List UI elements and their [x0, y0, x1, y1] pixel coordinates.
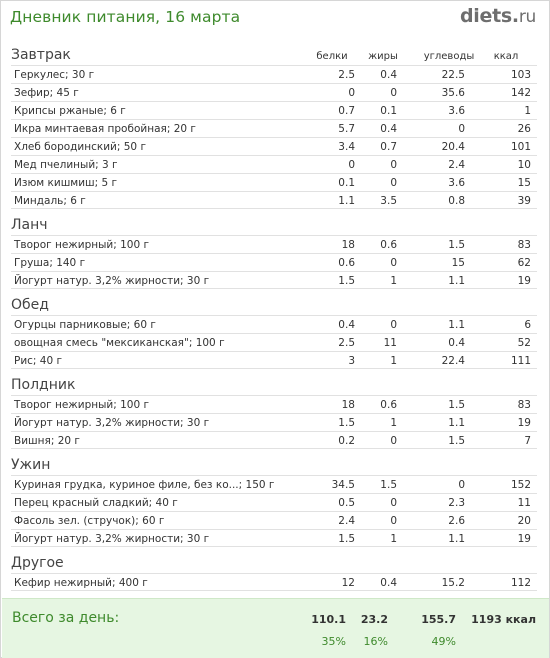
cell-kcal: 52 — [517, 337, 531, 349]
cell-protein: 12 — [341, 577, 355, 589]
cell-name: Творог нежирный; 100 г — [14, 399, 149, 411]
cell-fat: 3.5 — [380, 195, 397, 207]
cell-name: Вишня; 20 г — [14, 435, 80, 447]
cell-protein: 0.7 — [338, 105, 355, 117]
section-title: Ужин — [11, 457, 51, 473]
cell-kcal: 39 — [517, 195, 531, 207]
cell-name: Зефир; 45 г — [14, 87, 79, 99]
cell-fat: 0 — [390, 497, 397, 509]
col-head-kcal: ккал — [493, 51, 519, 62]
diary-table — [1, 45, 549, 597]
cell-carbs: 1.1 — [448, 275, 465, 287]
section-title: Обед — [11, 297, 49, 313]
cell-protein: 1.5 — [338, 533, 355, 545]
cell-fat: 1 — [390, 533, 397, 545]
cell-protein: 0 — [348, 159, 355, 171]
cell-fat: 1 — [390, 417, 397, 429]
cell-kcal: 19 — [517, 417, 531, 429]
table-row[interactable] — [11, 83, 537, 101]
total-fat: 23.2 — [360, 613, 388, 626]
cell-name: Рис; 40 г — [14, 355, 63, 367]
cell-protein: 0.5 — [338, 497, 355, 509]
section-title: Завтрак — [11, 47, 71, 63]
cell-kcal: 103 — [510, 69, 531, 81]
cell-carbs: 35.6 — [441, 87, 465, 99]
cell-kcal: 1 — [524, 105, 531, 117]
cell-carbs: 1.1 — [448, 533, 465, 545]
logo-tld: ru — [518, 7, 536, 27]
table-row[interactable] — [11, 271, 537, 289]
cell-kcal: 19 — [517, 533, 531, 545]
cell-name: Творог нежирный; 100 г — [14, 239, 149, 251]
cell-carbs: 2.6 — [448, 515, 465, 527]
table-row[interactable] — [11, 573, 537, 591]
totals-label: Всего за день: — [12, 610, 120, 626]
cell-kcal: 83 — [517, 399, 531, 411]
cell-name: Груша; 140 г — [14, 257, 86, 269]
section-title: Другое — [11, 555, 64, 571]
cell-name: Йогурт натур. 3,2% жирности; 30 г — [14, 275, 210, 287]
site-logo[interactable] — [460, 5, 536, 27]
section-rows — [1, 475, 549, 547]
cell-fat: 0.7 — [380, 141, 397, 153]
cell-carbs: 0 — [458, 123, 465, 135]
section-title: Полдник — [11, 377, 76, 393]
cell-fat: 0.4 — [380, 69, 397, 81]
cell-carbs: 2.3 — [448, 497, 465, 509]
cell-fat: 11 — [383, 337, 397, 349]
table-row[interactable] — [11, 333, 537, 351]
cell-name: Хлеб бородинский; 50 г — [14, 141, 146, 153]
cell-kcal: 19 — [517, 275, 531, 287]
fat-percent: 16% — [363, 635, 388, 648]
cell-fat: 0 — [390, 319, 397, 331]
cell-fat: 0 — [390, 87, 397, 99]
cell-name: Куриная грудка, куриное филе, без ко...; 150 г — [14, 479, 275, 491]
cell-name: Мед пчелиный; 3 г — [14, 159, 118, 171]
cell-kcal: 111 — [510, 355, 531, 367]
col-head-carbs: углеводы — [423, 51, 475, 62]
cell-name: Кефир нежирный; 400 г — [14, 577, 148, 589]
cell-kcal: 152 — [510, 479, 531, 491]
cell-name: Перец красный сладкий; 40 г — [14, 497, 178, 509]
cell-carbs: 1.5 — [448, 435, 465, 447]
cell-kcal: 83 — [517, 239, 531, 251]
cell-fat: 0.4 — [380, 577, 397, 589]
cell-kcal: 101 — [510, 141, 531, 153]
cell-kcal: 15 — [517, 177, 531, 189]
cell-name: овощная смесь "мексиканская"; 100 г — [14, 337, 225, 349]
cell-carbs: 1.1 — [448, 319, 465, 331]
protein-percent: 35% — [321, 635, 346, 648]
section-rows — [1, 235, 549, 289]
table-row[interactable] — [11, 351, 537, 369]
cell-fat: 0.6 — [380, 239, 397, 251]
cell-carbs: 3.6 — [448, 177, 465, 189]
cell-kcal: 20 — [517, 515, 531, 527]
cell-protein: 0.4 — [338, 319, 355, 331]
cell-protein: 2.4 — [338, 515, 355, 527]
cell-fat: 0 — [390, 435, 397, 447]
cell-fat: 0 — [390, 257, 397, 269]
col-head-fat: жиры — [368, 51, 398, 62]
header — [1, 1, 549, 35]
table-row[interactable] — [11, 395, 537, 413]
cell-carbs: 2.4 — [448, 159, 465, 171]
cell-name: Крипсы ржаные; 6 г — [14, 105, 126, 117]
table-row[interactable] — [11, 191, 537, 209]
cell-name: Йогурт натур. 3,2% жирности; 30 г — [14, 417, 210, 429]
cell-protein: 2.5 — [338, 337, 355, 349]
table-row[interactable] — [11, 253, 537, 271]
table-row[interactable] — [11, 155, 537, 173]
cell-name: Геркулес; 30 г — [14, 69, 95, 81]
cell-kcal: 62 — [517, 257, 531, 269]
total-kcal: 1193 ккал — [471, 613, 536, 626]
section-rows — [1, 315, 549, 369]
cell-carbs: 1.5 — [448, 239, 465, 251]
cell-carbs: 0.8 — [448, 195, 465, 207]
table-row[interactable] — [11, 65, 537, 83]
section-header — [1, 215, 549, 235]
cell-fat: 0 — [390, 159, 397, 171]
cell-protein: 1.5 — [338, 417, 355, 429]
cell-name: Огурцы парниковые; 60 г — [14, 319, 156, 331]
table-row[interactable] — [11, 173, 537, 191]
cell-name: Йогурт натур. 3,2% жирности; 30 г — [14, 533, 210, 545]
cell-fat: 1 — [390, 275, 397, 287]
cell-protein: 1.1 — [338, 195, 355, 207]
cell-carbs: 1.1 — [448, 417, 465, 429]
table-row[interactable] — [11, 413, 537, 431]
cell-protein: 34.5 — [331, 479, 355, 491]
section-header — [1, 553, 549, 573]
table-row[interactable] — [11, 529, 537, 547]
page-title: Дневник питания, 16 марта — [10, 8, 241, 26]
section-rows — [1, 573, 549, 591]
cell-carbs: 0 — [458, 479, 465, 491]
col-head-protein: белки — [316, 51, 348, 62]
cell-carbs: 22.4 — [441, 355, 465, 367]
cell-kcal: 10 — [517, 159, 531, 171]
table-row[interactable] — [11, 511, 537, 529]
table-row[interactable] — [11, 101, 537, 119]
section-rows — [1, 395, 549, 449]
cell-protein: 0.6 — [338, 257, 355, 269]
section-rows — [1, 65, 549, 209]
section-header — [1, 45, 549, 65]
table-row[interactable] — [11, 493, 537, 511]
cell-fat: 1.5 — [380, 479, 397, 491]
cell-fat: 0.1 — [380, 105, 397, 117]
cell-name: Миндаль; 6 г — [14, 195, 86, 207]
cell-carbs: 15.2 — [441, 577, 465, 589]
cell-carbs: 20.4 — [441, 141, 465, 153]
cell-kcal: 26 — [517, 123, 531, 135]
cell-protein: 0.1 — [338, 177, 355, 189]
cell-carbs: 15 — [451, 257, 465, 269]
cell-protein: 0 — [348, 87, 355, 99]
cell-protein: 2.5 — [338, 69, 355, 81]
cell-name: Икра минтаевая пробойная; 20 г — [14, 123, 196, 135]
total-protein: 110.1 — [311, 613, 346, 626]
cell-name: Изюм кишмиш; 5 г — [14, 177, 118, 189]
table-row[interactable] — [11, 475, 537, 493]
cell-kcal: 7 — [524, 435, 531, 447]
cell-carbs: 22.5 — [441, 69, 465, 81]
cell-protein: 18 — [341, 399, 355, 411]
logo-name: diets — [460, 5, 512, 27]
section-header — [1, 455, 549, 475]
cell-fat: 1 — [390, 355, 397, 367]
cell-fat: 0.4 — [380, 123, 397, 135]
table-row[interactable] — [11, 137, 537, 155]
table-row[interactable] — [11, 431, 537, 449]
section-title: Ланч — [11, 217, 48, 233]
cell-carbs: 1.5 — [448, 399, 465, 411]
cell-kcal: 6 — [524, 319, 531, 331]
logo-dot: . — [511, 5, 519, 27]
cell-carbs: 3.6 — [448, 105, 465, 117]
cell-fat: 0 — [390, 515, 397, 527]
cell-protein: 3 — [348, 355, 355, 367]
cell-protein: 1.5 — [338, 275, 355, 287]
section-header — [1, 375, 549, 395]
cell-kcal: 142 — [510, 87, 531, 99]
total-carbs: 155.7 — [421, 613, 456, 626]
table-row[interactable] — [11, 119, 537, 137]
daily-totals — [2, 598, 549, 658]
cell-fat: 0 — [390, 177, 397, 189]
cell-protein: 3.4 — [338, 141, 355, 153]
cell-fat: 0.6 — [380, 399, 397, 411]
carbs-percent: 49% — [431, 635, 456, 648]
cell-carbs: 0.4 — [448, 337, 465, 349]
table-row[interactable] — [11, 315, 537, 333]
cell-protein: 5.7 — [338, 123, 355, 135]
section-header — [1, 295, 549, 315]
cell-name: Фасоль зел. (стручок); 60 г — [14, 515, 165, 527]
cell-kcal: 112 — [510, 577, 531, 589]
cell-protein: 18 — [341, 239, 355, 251]
table-row[interactable] — [11, 235, 537, 253]
cell-kcal: 11 — [517, 497, 531, 509]
cell-protein: 0.2 — [338, 435, 355, 447]
